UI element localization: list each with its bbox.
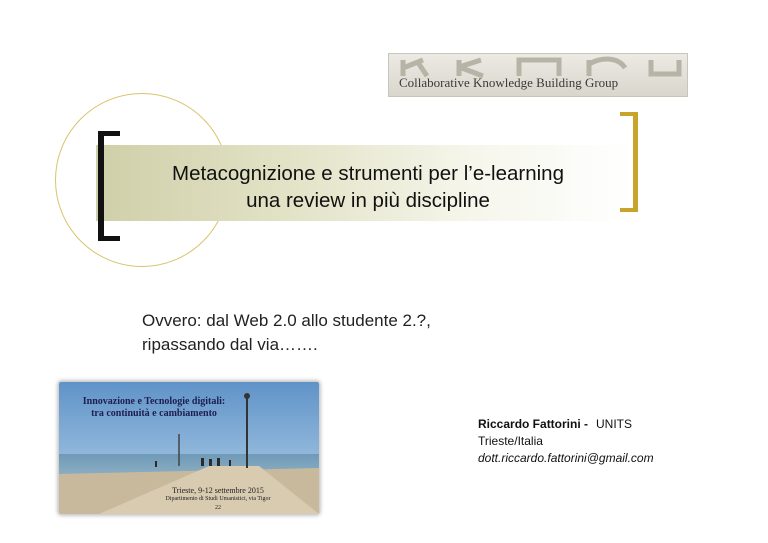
right-bracket-decoration — [620, 112, 638, 212]
author-block — [478, 416, 654, 467]
title-line-2: una review in più discipline — [246, 189, 490, 212]
author-organization: UNITS — [596, 417, 633, 431]
slide-subtitle — [142, 309, 431, 357]
event-title — [65, 396, 243, 420]
author-location: Trieste/Italia — [478, 434, 543, 448]
author-name-line — [478, 416, 654, 433]
title-line-1: Metacognizione e strumenti per l’e-learning — [172, 162, 564, 185]
event-caption — [163, 486, 273, 513]
subtitle-line-1: Ovvero: dal Web 2.0 allo studente 2.?, — [142, 311, 431, 330]
slide-title — [120, 160, 616, 214]
logo-text: Collaborative Knowledge Building Group — [399, 75, 619, 90]
author-name: Riccardo Fattorini - — [478, 417, 589, 431]
event-title-line-1: Innovazione e Tecnologie digitali: — [82, 396, 226, 407]
event-photo — [58, 381, 320, 515]
author-email: dott.riccardo.fattorini@gmail.com — [478, 451, 654, 465]
event-title-line-2: tra continuità e cambiamento — [91, 408, 217, 419]
left-bracket-decoration — [98, 131, 120, 241]
group-logo — [388, 53, 688, 97]
event-venue: Dipartimento di Studi Umanistici, via Tigor 22 — [165, 496, 271, 511]
subtitle-line-2: ripassando dal via……. — [142, 335, 318, 354]
event-place-date: Trieste, 9-12 settembre 2015 — [172, 486, 264, 495]
